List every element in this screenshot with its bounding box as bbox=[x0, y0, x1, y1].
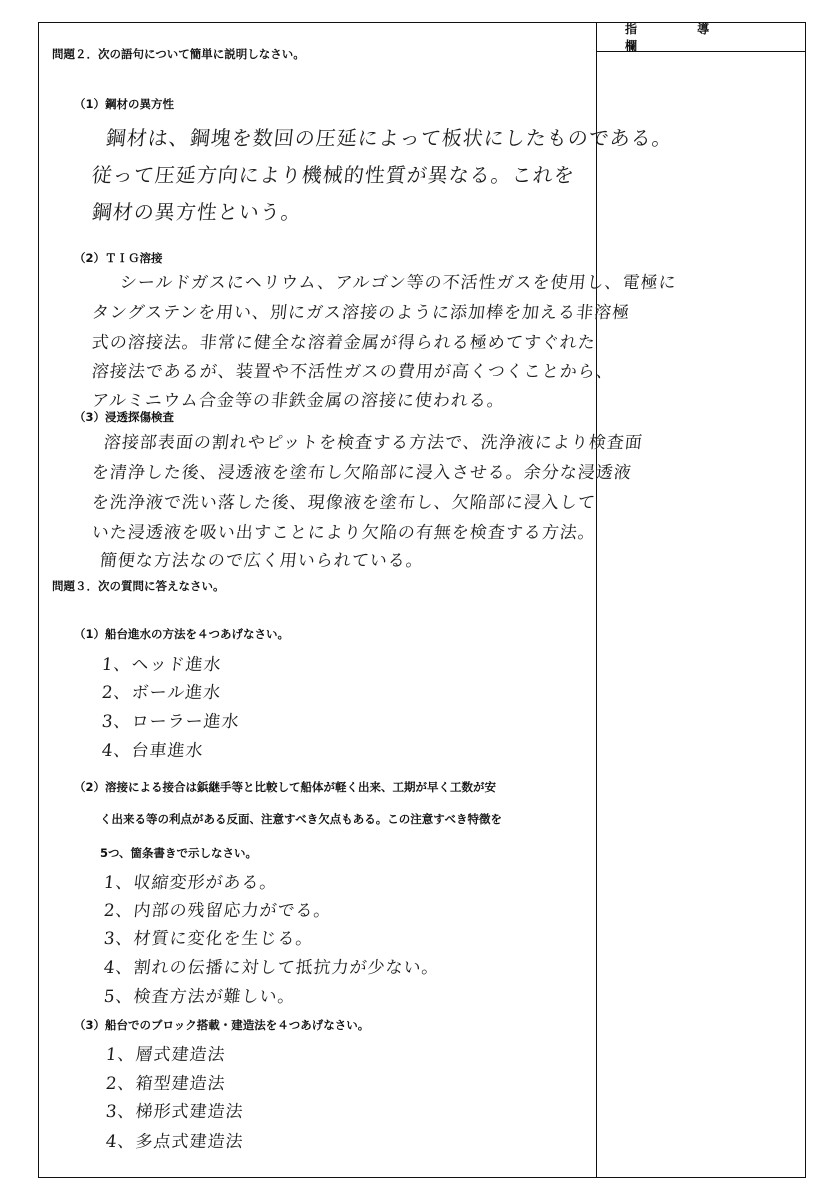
guidance-column-divider bbox=[596, 22, 597, 1178]
q2-item2-label: （2）ＴＩＧ溶接 bbox=[74, 251, 163, 265]
q3-item1-label: （1）船台進水の方法を４つあげなさい。 bbox=[74, 627, 289, 641]
q2-item3-answer-line: を洗浄液で洗い落した後、現像液を塗布し、欠陥部に浸入して bbox=[90, 493, 597, 513]
question-3-title: 問題３．次の質問に答えなさい。 bbox=[52, 579, 225, 593]
q3-item2-prompt-line: 5つ、箇条書きで示しなさい。 bbox=[100, 846, 258, 860]
q2-item3-answer-line: 溶接部表面の割れやピットを検査する方法で、洗浄液により検査面 bbox=[102, 433, 644, 453]
q3-item3-answer: 4、多点式建造法 bbox=[104, 1132, 245, 1152]
q3-item2-answer: 2、内部の残留応力がでる。 bbox=[102, 901, 333, 921]
q2-item1-answer-line: 鋼材は、鋼塊を数回の圧延によって板状にしたものである。 bbox=[104, 126, 675, 150]
q2-item3-label: （3）浸透探傷検査 bbox=[74, 410, 175, 424]
q3-item2-answer: 4、割れの伝播に対して抵抗力が少ない。 bbox=[102, 958, 441, 978]
q3-item2-prompt-line: く出来る等の利点がある反面、注意すべき欠点もある。この注意すべき特徴を bbox=[100, 812, 503, 826]
q2-item2-answer-line: シールドガスにヘリウム、アルゴン等の不活性ガスを使用し、電極に bbox=[118, 273, 678, 293]
q2-item3-answer-line: 簡便な方法なので広く用いられている。 bbox=[98, 551, 425, 571]
q2-item3-answer-line: を清浄した後、浸透液を塗布し欠陥部に浸入させる。余分な浸透液 bbox=[90, 463, 633, 483]
q3-item1-answer: 4、台車進水 bbox=[100, 741, 205, 761]
q2-item3-answer-line: いた浸透液を吸い出すことにより欠陥の有無を検査する方法。 bbox=[90, 523, 597, 543]
q2-item2-answer-line: タングステンを用い、別にガス溶接のように添加棒を加える非溶極 bbox=[90, 303, 632, 323]
q3-item3-label: （3）船台でのブロック搭載・建造法を４つあげなさい。 bbox=[74, 1018, 370, 1032]
q3-item2-answer: 3、材質に変化を生じる。 bbox=[102, 929, 315, 949]
q2-item2-answer-line: 式の溶接法。非常に健全な溶着金属が得られる極めてすぐれた bbox=[90, 333, 597, 353]
guidance-column-header: 指 導 欄 bbox=[597, 22, 806, 52]
q3-item3-answer: 3、梯形式建造法 bbox=[104, 1102, 245, 1122]
q3-item1-answer: 1、ヘッド進水 bbox=[100, 655, 223, 675]
q3-item1-answer: 3、ローラー進水 bbox=[100, 712, 241, 732]
q3-item3-answer: 1、層式建造法 bbox=[104, 1045, 227, 1065]
q2-item2-answer-line: アルミニウム合金等の非鉄金属の溶接に使われる。 bbox=[90, 391, 506, 411]
q2-item1-label: （1）鋼材の異方性 bbox=[74, 97, 175, 111]
q2-item1-answer-line: 鋼材の異方性という。 bbox=[90, 200, 304, 224]
q3-item1-answer: 2、ボール進水 bbox=[100, 683, 223, 703]
q3-item2-prompt-line: （2）溶接による接合は鋲継手等と比較して船体が軽く出来、工期が早く工数が安 bbox=[74, 780, 496, 794]
q3-item3-answer: 2、箱型建造法 bbox=[104, 1074, 227, 1094]
q3-item2-answer: 1、収縮変形がある。 bbox=[102, 873, 279, 893]
q2-item2-answer-line: 溶接法であるが、装置や不活性ガスの費用が高くつくことから、 bbox=[90, 362, 615, 382]
question-2-title: 問題２．次の語句について簡単に説明しなさい。 bbox=[52, 47, 305, 61]
q3-item2-answer: 5、検査方法が難しい。 bbox=[102, 987, 297, 1007]
q2-item1-answer-line: 従って圧延方向により機械的性質が異なる。これを bbox=[90, 163, 577, 187]
